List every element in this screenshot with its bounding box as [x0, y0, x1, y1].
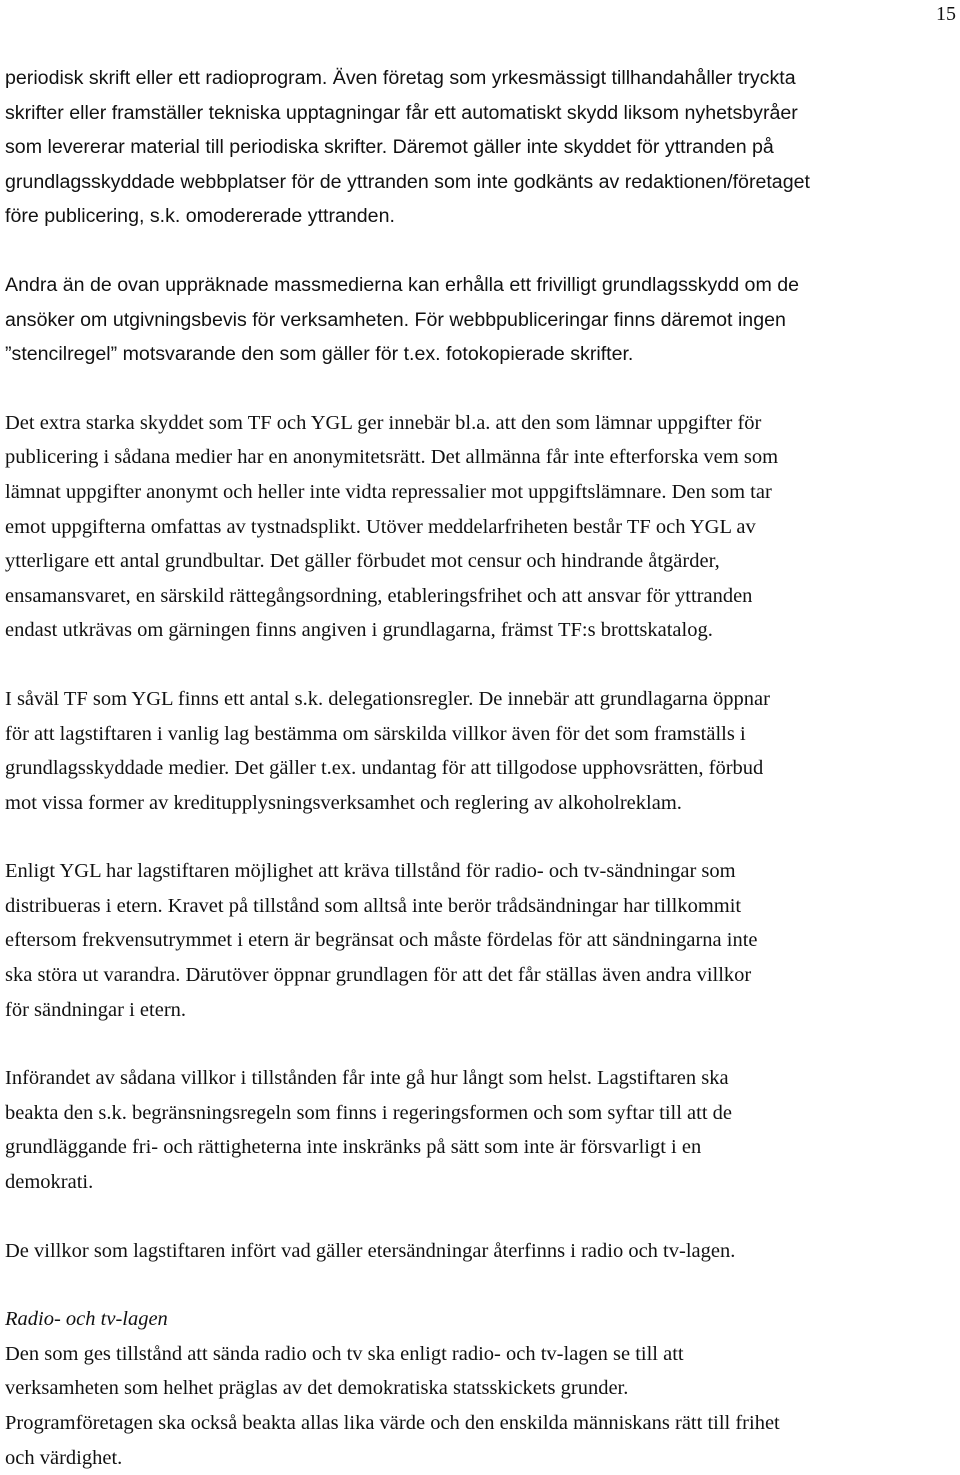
paragraph-periodisk-skrift: periodisk skrift eller ett radioprogram. Även företag som yrkesmässigt tillhandahåller tryckta skrifter eller framställer tekniska upptagningar får ett automatiskt skydd liksom nyhetsbyråer som levererar material till periodiska skrifter. Däremot gäller inte skyddet för yttranden på grundlagsskyddade webbplatser för de yttranden som inte godkänts av redaktionen/företaget före publicering, s.k. omodererade yttranden.	[5, 67, 810, 228]
paragraph-delegationsregler: I såväl TF som YGL finns ett antal s.k. delegationsregler. De innebär att grundlagarna öppnar för att lagstiftaren i vanlig lag bestämma om särskilda villkor även för det som framställs i grundlagsskyddade medier. Det gäller t.ex. undantag för att tillgodose upphovsrätten, förbud mot vissa former av kreditupplysningsverksamhet och reglering av alkoholreklam.	[5, 687, 770, 814]
page-number: 15	[936, 3, 956, 25]
paragraph-spacer	[5, 372, 960, 406]
section-paragraph-programforetagen: Programföretagen ska också beakta allas lika värde och den enskilda människans rätt till frihet och värdighet.	[5, 1412, 780, 1469]
paragraph-spacer	[5, 1268, 960, 1302]
section-heading: Radio- och tv-lagen	[5, 1308, 168, 1331]
paragraph-radio-tv-villkor: De villkor som lagstiftaren infört vad gäller etersändningar återfinns i radio och tv-lagen.	[5, 1239, 736, 1262]
paragraph-spacer	[5, 820, 960, 854]
paragraph-frivilligt-grundlagsskydd: Andra än de ovan uppräknade massmedierna kan erhålla ett frivilligt grundlagsskydd om de ansöker om utgivningsbevis för verksamheten. För webbpubliceringar finns däremot ingen ”stencilregel” motsvarande den som gäller för t.ex. fotokopierade skrifter.	[5, 273, 800, 366]
paragraph-anonymitetsratt: Det extra starka skyddet som TF och YGL ger innebär bl.a. att den som lämnar uppgifter för publicering i sådana medier har en anonymitetsrätt. Det allmänna får inte efterforska vem som lämnat uppgifter anonymt och heller inte vidta repressalier mot uppgiftslämnare. Den som tar emot uppgifterna omfattas av tystnadsplikt. Utöver meddelarfriheten består TF och YGL av ytterligare ett antal grundbultar. Det gäller förbudet mot censur och hindrande åtgärder, ensamansvaret, en särskild rättegångsordning, etableringsfrihet och att ansvar för yttranden endast utkrävas om gärningen finns angiven i grundlagarna, främst TF:s brottskatalog.	[5, 411, 779, 642]
document-body	[5, 61, 960, 1475]
section-paragraph-tillstand: Den som ges tillstånd att sända radio och tv ska enligt radio- och tv-lagen se till att verksamheten som helhet präglas av det demokratiska statsskickets grunder.	[5, 1342, 684, 1400]
paragraph-begransningsregeln: Införandet av sådana villkor i tillstånden får inte gå hur långt som helst. Lagstiftaren ska beakta den s.k. begränsningsregeln som finns i regeringsformen och som syftar till att de grundläggande fri- och rättigheterna inte inskränks på sätt som inte är försvarligt i en demokrati.	[5, 1067, 732, 1194]
paragraph-spacer	[5, 648, 960, 682]
paragraph-spacer	[5, 1200, 960, 1234]
paragraph-spacer	[5, 1027, 960, 1061]
paragraph-tillstand-etern: Enligt YGL har lagstiftaren möjlighet att kräva tillstånd för radio- och tv-sändningar som distribueras i etern. Kravet på tillstånd som alltså inte berör trådsändningar har tillkommit eftersom frekvensutrymmet i etern är begränsat och måste fördelas för att sändningarna inte ska störa ut varandra. Därutöver öppnar grundlagen för att det får ställas även andra villkor för sändningar i etern.	[5, 860, 758, 1021]
paragraph-spacer	[5, 234, 960, 268]
